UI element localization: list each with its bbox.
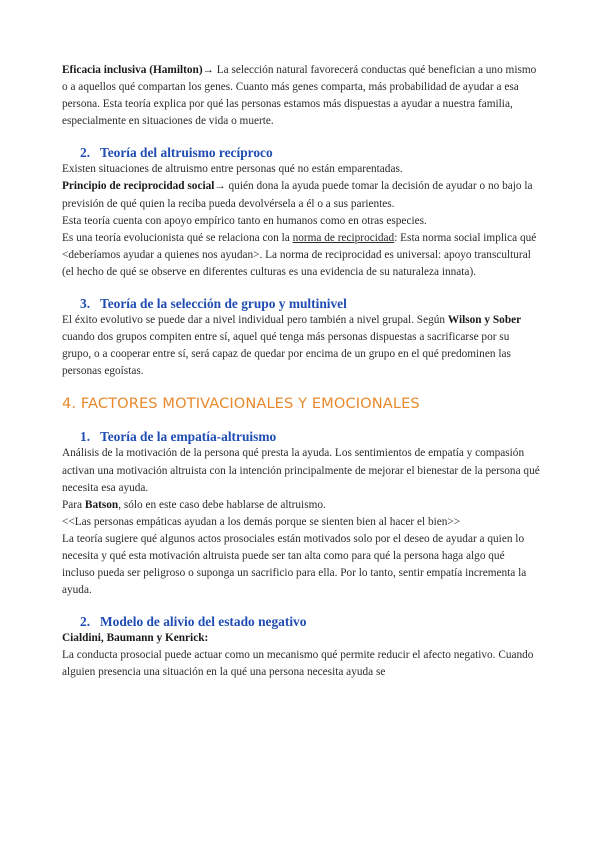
paragraph-text: quién dona la ayuda puede tomar la decisión de ayudar o no bajo la previsión de qué quien la reciba pueda devolvérsela a él o a sus parientes. bbox=[62, 180, 533, 210]
heading-number: 1. bbox=[80, 429, 91, 445]
section-heading-motivational-factors: 4. FACTORES MOTIVACIONALES Y EMOCIONALES bbox=[62, 395, 420, 413]
arrow-glyph: → bbox=[214, 180, 226, 193]
heading-group-selection bbox=[62, 295, 540, 312]
paragraph-group-selection bbox=[62, 312, 540, 380]
underlined-term: norma de reciprocidad bbox=[292, 231, 395, 244]
paragraph-text: La selección natural favorecerá conductas qué benefician a uno mismo o a aquellos qué compartan los genes. Cuanto más genes comparta, más probabilidad de ayudar a esa persona. Esta teoría explica por qué las personas estamos más dispuestas a ayudar a nuestra familia, especialmente en situaciones de vida o muerte. bbox=[62, 64, 537, 128]
heading-negative-state-relief bbox=[62, 613, 540, 630]
paragraph-line: Existen situaciones de altruismo entre personas qué no están emparentadas. bbox=[62, 163, 403, 176]
term-reciprocity-principle: Principio de reciprocidad social bbox=[62, 180, 215, 193]
paragraph-inclusive-fitness bbox=[62, 62, 540, 130]
quote-line: <<Las personas empáticas ayudan a los demás porque se sienten bien al hacer el bien>> bbox=[62, 515, 461, 528]
heading-title: Teoría del altruismo recíproco bbox=[100, 145, 273, 161]
paragraph-empathy-analysis: Análisis de la motivación de la persona qué presta la ayuda. Los sentimientos de empatía y compasión activan una motivación altruista con la intención principalmente de mejorar el bienestar de la persona qué necesita esa ayuda. bbox=[62, 447, 540, 494]
heading-number: 2. bbox=[80, 145, 91, 161]
term-wilson-sober: Wilson y Sober bbox=[447, 314, 522, 327]
paragraph-text: cuando dos grupos compiten entre sí, aquel qué tenga más personas dispuestas a sacrificarse por su grupo, o a cooperar entre sí, será capaz de quedar por encima de un grupo en el qué predominen las personas egoístas. bbox=[62, 331, 511, 378]
heading-empathy-altruism bbox=[62, 428, 540, 445]
paragraph-reciprocity-norm bbox=[62, 230, 540, 281]
heading-reciprocal-altruism bbox=[62, 144, 540, 161]
paragraph-text: Es una teoría evolucionista qué se relaciona con la bbox=[62, 231, 293, 244]
paragraph-text: , sólo en este caso debe hablarse de altruismo. bbox=[118, 498, 326, 511]
heading-title: Teoría de la selección de grupo y multinivel bbox=[100, 296, 347, 312]
heading-number: 2. bbox=[80, 614, 91, 630]
term-batson: Batson bbox=[84, 498, 119, 511]
heading-title: Teoría de la empatía-altruismo bbox=[100, 429, 277, 445]
paragraph-prosocial-mechanism: La conducta prosocial puede actuar como un mecanismo qué permite reducir el afecto negativo. Cuando alguien presencia una situación en la qué una persona necesita ayuda se bbox=[62, 649, 534, 679]
authors-line bbox=[62, 630, 540, 647]
paragraph-theory-suggests: La teoría sugiere qué algunos actos prosociales están motivados solo por el deseo de ayudar a quien lo necesita y qué esta motivación altruista puede ser tan alta como para qué la persona haga algo qué incluso pueda ser peligroso o suponga un sacrificio para ella. Por lo tanto, sentir empatía incrementa la ayuda. bbox=[62, 532, 527, 597]
paragraph-text: El éxito evolutivo se puede dar a nivel individual pero también a nivel grupal. Según bbox=[62, 314, 448, 327]
heading-number: 3. bbox=[80, 296, 91, 312]
term-authors: Cialdini, Baumann y Kenrick: bbox=[62, 632, 209, 645]
heading-title: Modelo de alivio del estado negativo bbox=[100, 614, 307, 630]
paragraph-line: Esta teoría cuenta con apoyo empírico tanto en humanos como en otras especies. bbox=[62, 214, 427, 227]
document-page bbox=[62, 62, 540, 682]
arrow-glyph: → bbox=[202, 64, 214, 76]
paragraph-reciprocity-principle bbox=[62, 178, 540, 212]
paragraph-text: : Esta norma social implica qué <deberíamos ayudar a quienes nos ayudan>. La norma de reciprocidad es universal: apoyo transcultural (el hecho de qué se observe en diferentes culturas es una evidencia de su naturaleza innata). bbox=[62, 231, 537, 278]
term-inclusive-fitness: Eficacia inclusiva (Hamilton) bbox=[62, 64, 203, 76]
paragraph-batson bbox=[62, 497, 540, 514]
paragraph-text: Para bbox=[62, 498, 85, 511]
